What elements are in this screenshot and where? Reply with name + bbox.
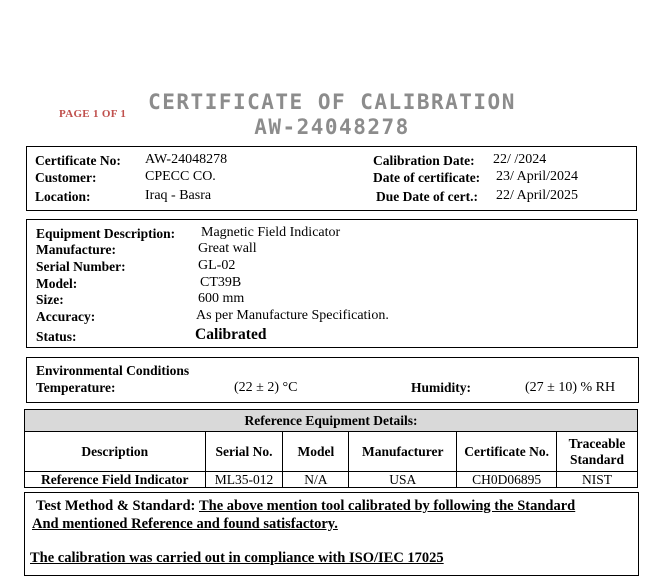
page-number-label: PAGE 1 OF 1 [59,108,127,120]
environment-heading: Environmental Conditions [36,363,190,378]
test-method-text-2: And mentioned Reference and found satisfactory. [32,516,338,532]
column-header-certificate-no: Certificate No. [457,432,557,472]
test-method-text-1: The above mention tool calibrated by following the Standard [199,498,576,514]
row-traceable-standard: NIST [557,472,638,488]
temperature-value: (22 ± 2) °C [234,380,298,395]
accuracy-value: As per Manufacture Specification. [196,308,389,323]
equipment-description-label: Equipment Description: [36,226,176,241]
row-description: Reference Field Indicator [25,472,206,488]
serial-number-label: Serial Number: [36,259,126,274]
column-header-description: Description [25,432,206,472]
reference-equipment-table [24,409,638,488]
model-value: CT39B [200,275,242,290]
column-header-model: Model [283,432,349,472]
customer-value: CPECC CO. [145,169,216,184]
certificate-no-value: AW-24048278 [145,152,228,167]
date-of-certificate-value: 23/ April/2024 [496,169,579,184]
certificate-title [110,90,554,140]
row-serial-no: ML35-012 [205,472,283,488]
date-of-certificate-label: Date of certificate: [373,170,481,185]
humidity-value: (27 ± 10) % RH [525,380,616,395]
status-value: Calibrated [195,326,267,343]
location-value: Iraq - Basra [145,188,212,203]
environment-box [26,357,639,403]
title-certificate-number: AW-24048278 [254,115,410,139]
humidity-label: Humidity: [411,380,472,395]
equipment-box [26,219,638,348]
compliance-statement: The calibration was carried out in compliance with ISO/IEC 17025 [30,550,444,566]
row-model: N/A [283,472,349,488]
status-label: Status: [36,329,77,344]
row-certificate-no: CH0D06895 [457,472,557,488]
test-method-label: Test Method & Standard: [36,498,196,514]
reference-table-title: Reference Equipment Details: [25,410,638,432]
reference-table-header [25,432,638,472]
manufacture-value: Great wall [198,241,257,256]
equipment-description-value: Magnetic Field Indicator [201,225,341,240]
manufacture-label: Manufacture: [36,242,116,257]
column-header-traceable-standard: Traceable Standard [557,432,638,472]
due-date-label: Due Date of cert.: [376,189,478,204]
customer-label: Customer: [35,170,97,185]
column-header-serial-no: Serial No. [205,432,283,472]
temperature-label: Temperature: [36,380,116,395]
accuracy-label: Accuracy: [36,309,96,324]
column-header-manufacturer: Manufacturer [349,432,457,472]
row-manufacturer: USA [349,472,457,488]
size-label: Size: [36,292,64,307]
test-method-line [36,498,575,515]
test-method-box [24,492,639,576]
certificate-info-box [26,146,637,211]
calibration-date-label: Calibration Date: [373,153,475,168]
serial-number-value: GL-02 [198,258,236,273]
certificate-no-label: Certificate No: [35,153,121,168]
calibration-date-value: 22/ /2024 [493,152,547,167]
due-date-value: 22/ April/2025 [496,188,579,203]
title-text: CERTIFICATE OF CALIBRATION [148,90,516,114]
model-label: Model: [36,276,78,291]
size-value: 600 mm [198,291,245,306]
table-row [25,472,638,488]
location-label: Location: [35,189,91,204]
